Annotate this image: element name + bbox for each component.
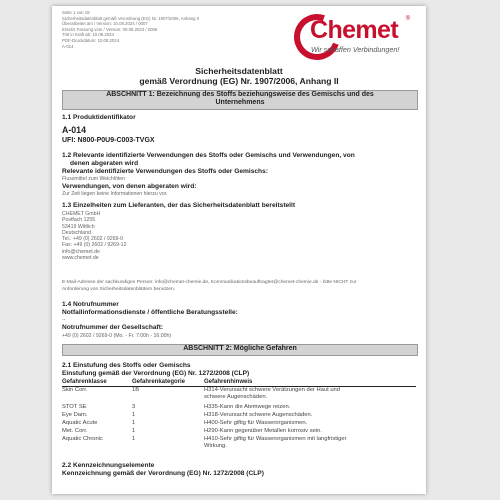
heading-1-3: 1.3 Einzelheiten zum Lieferanten, der das Sicherheitsdatenblatt bereitstellt bbox=[62, 202, 296, 209]
ufi-code: UFI: N800-P0U9-C003-TVGX bbox=[62, 137, 155, 144]
company-logo bbox=[294, 14, 412, 66]
table-row-5-class: Met. Corr. bbox=[62, 428, 88, 434]
supplier-address bbox=[62, 211, 126, 261]
table-row-1-category: 1B bbox=[132, 387, 140, 393]
product-identifier: A-014 bbox=[62, 125, 86, 135]
supplier-email: info@chemet.de bbox=[62, 248, 100, 255]
clp-classification-heading: Einstufung gemäß der Verordnung (EG) Nr. 1272/2008 (CLP) bbox=[62, 370, 250, 377]
supplier-postbox: Postfach 1255 bbox=[62, 217, 96, 224]
page-number: Seite 1 von 19 bbox=[62, 10, 90, 15]
company-emergency-label: Notrufnummer der Gesellschaft: bbox=[62, 324, 164, 331]
effective-date-line: Tritt in Kraft ab: 10.08.2024 bbox=[62, 32, 114, 38]
heading-1-1: 1.1 Produktidentifikator bbox=[62, 114, 136, 121]
table-row-2-class: STOT SE bbox=[62, 404, 87, 410]
col-header-statement: Gefahrenhinweis bbox=[204, 379, 253, 385]
supplier-city: 53419 Wittlich bbox=[62, 223, 95, 230]
supplier-fax: Fax: +49 (0) 2602 / 9269-12 bbox=[62, 242, 127, 249]
uses-advised-against-value: Zur Zeit liegen keine Informationen hierzu vor. bbox=[62, 191, 168, 197]
supplier-phone: Tel.: +49 (0) 2602 / 9269-0 bbox=[62, 236, 123, 243]
section-1-bar bbox=[62, 90, 418, 110]
heading-2-1: 2.1 Einstufung des Stoffs oder Gemischs bbox=[62, 362, 191, 369]
document-title: Sicherheitsdatenblatt bbox=[195, 66, 283, 76]
heading-1-2-line-2: denen abgeraten wird bbox=[70, 160, 139, 167]
heading-1-2-line-1: 1.2 Relevante identifizierte Verwendungen des Stoffs oder Gemischs und Verwendungen, von bbox=[62, 152, 355, 159]
document-subtitle: gemäß Verordnung (EG) Nr. 1907/2006, Anhang II bbox=[139, 76, 339, 86]
logo-wordmark: Chemet bbox=[310, 16, 399, 44]
supplier-country: Deutschland bbox=[62, 229, 91, 236]
table-row-1-class: Skin Corr. bbox=[62, 387, 88, 393]
table-row-6-statement-cont: Wirkung. bbox=[204, 443, 227, 449]
sds-regulation-line: Sicherheitsdatenblatt gemäß Verordnung (EG) Nr. 1907/2006, Anhang II bbox=[62, 15, 200, 21]
table-row-1-statement: H314-Verursacht schwere Verätzungen der Haut und bbox=[204, 387, 340, 393]
table-row-3-category: 1 bbox=[132, 412, 136, 418]
competent-person-email-note-2: Anforderung von Sicherheitsdatenblättern benutzen. bbox=[62, 287, 176, 292]
hazard-classification-table bbox=[62, 379, 416, 459]
col-header-category: Gefahrenkategorie bbox=[132, 379, 186, 385]
table-row-3-class: Eye Dam. bbox=[62, 412, 88, 418]
table-row-5-category: 1 bbox=[132, 428, 136, 434]
table-row-4-class: Aquatic Acute bbox=[62, 420, 98, 426]
section-1-title-line-2: Unternehmens bbox=[215, 99, 265, 107]
company-emergency-value: +49 (0) 2602 / 9269-0 (Mo. - Fr. 7:00h - 16:00h) bbox=[62, 333, 172, 339]
table-row-4-statement: H400-Sehr giftig für Wasserorganismen. bbox=[204, 420, 308, 426]
emergency-info-label: Notfallinformationsdienste / öffentliche Beratungsstelle: bbox=[62, 309, 238, 316]
header-meta bbox=[62, 10, 199, 49]
table-row-5-statement: H290-Kann gegenüber Metallen korrosiv sein. bbox=[204, 428, 322, 434]
table-row-3-statement: H318-Verursacht schwere Augenschäden. bbox=[204, 412, 313, 418]
table-row-4-category: 1 bbox=[132, 420, 136, 426]
revision-line: Überarbeitet am / Version: 10.08.2024 / 0007 bbox=[62, 21, 148, 27]
emergency-info-value: -- bbox=[62, 317, 66, 323]
table-row-6-statement: H410-Sehr giftig für Wasserorganismen mit langfristiger bbox=[204, 436, 347, 442]
identified-uses-value: Flussmittel zum Weichlöten bbox=[62, 176, 126, 182]
competent-person-email-note: E-Mail-Adresse der sachkundigen Person: info@chemet-chemie.de, Kommunikationsbeauftragter@chemet-chemie.de - bitte NICHT zur bbox=[62, 280, 357, 285]
heading-2-2: 2.2 Kennzeichnungselemente bbox=[62, 462, 155, 469]
supplier-website: www.chemet.de bbox=[62, 255, 99, 262]
replaces-line: Ersetzt Fassung vom / Version: 09.08.2023 / 0006 bbox=[62, 26, 158, 32]
document-page bbox=[52, 6, 426, 494]
company-slogan: Wir schaffen Verbindungen! bbox=[311, 45, 400, 54]
table-row-2-statement: H335-Kann die Atemwege reizen. bbox=[204, 404, 291, 410]
print-date-line: PDF-Druckdatum: 10.08.2024 bbox=[62, 37, 120, 43]
product-code-line: A-014 bbox=[62, 43, 74, 49]
table-row-1-statement-cont: schwere Augenschäden. bbox=[204, 394, 268, 400]
section-1-title-line-1: ABSCHNITT 1: Bezeichnung des Stoffs beziehungsweise des Gemischs und des bbox=[106, 91, 374, 98]
supplier-name: CHEMET GmbH bbox=[62, 211, 101, 217]
table-row-2-category: 3 bbox=[132, 404, 136, 410]
table-row-6-class: Aquatic Chronic bbox=[62, 436, 103, 442]
uses-advised-against-label: Verwendungen, von denen abgeraten wird: bbox=[62, 183, 197, 190]
table-header-rule bbox=[62, 386, 416, 387]
col-header-class: Gefahrenklasse bbox=[62, 379, 107, 385]
clp-labelling-heading: Kennzeichnung gemäß der Verordnung (EG) Nr. 1272/2008 (CLP) bbox=[62, 470, 264, 477]
section-2-bar: ABSCHNITT 2: Mögliche Gefahren bbox=[62, 344, 418, 356]
table-row-6-category: 1 bbox=[132, 436, 136, 442]
heading-1-4: 1.4 Notrufnummer bbox=[62, 301, 119, 308]
registered-mark: ® bbox=[405, 16, 410, 22]
identified-uses-label: Relevante identifizierte Verwendungen des Stoffs oder Gemischs: bbox=[62, 168, 268, 175]
